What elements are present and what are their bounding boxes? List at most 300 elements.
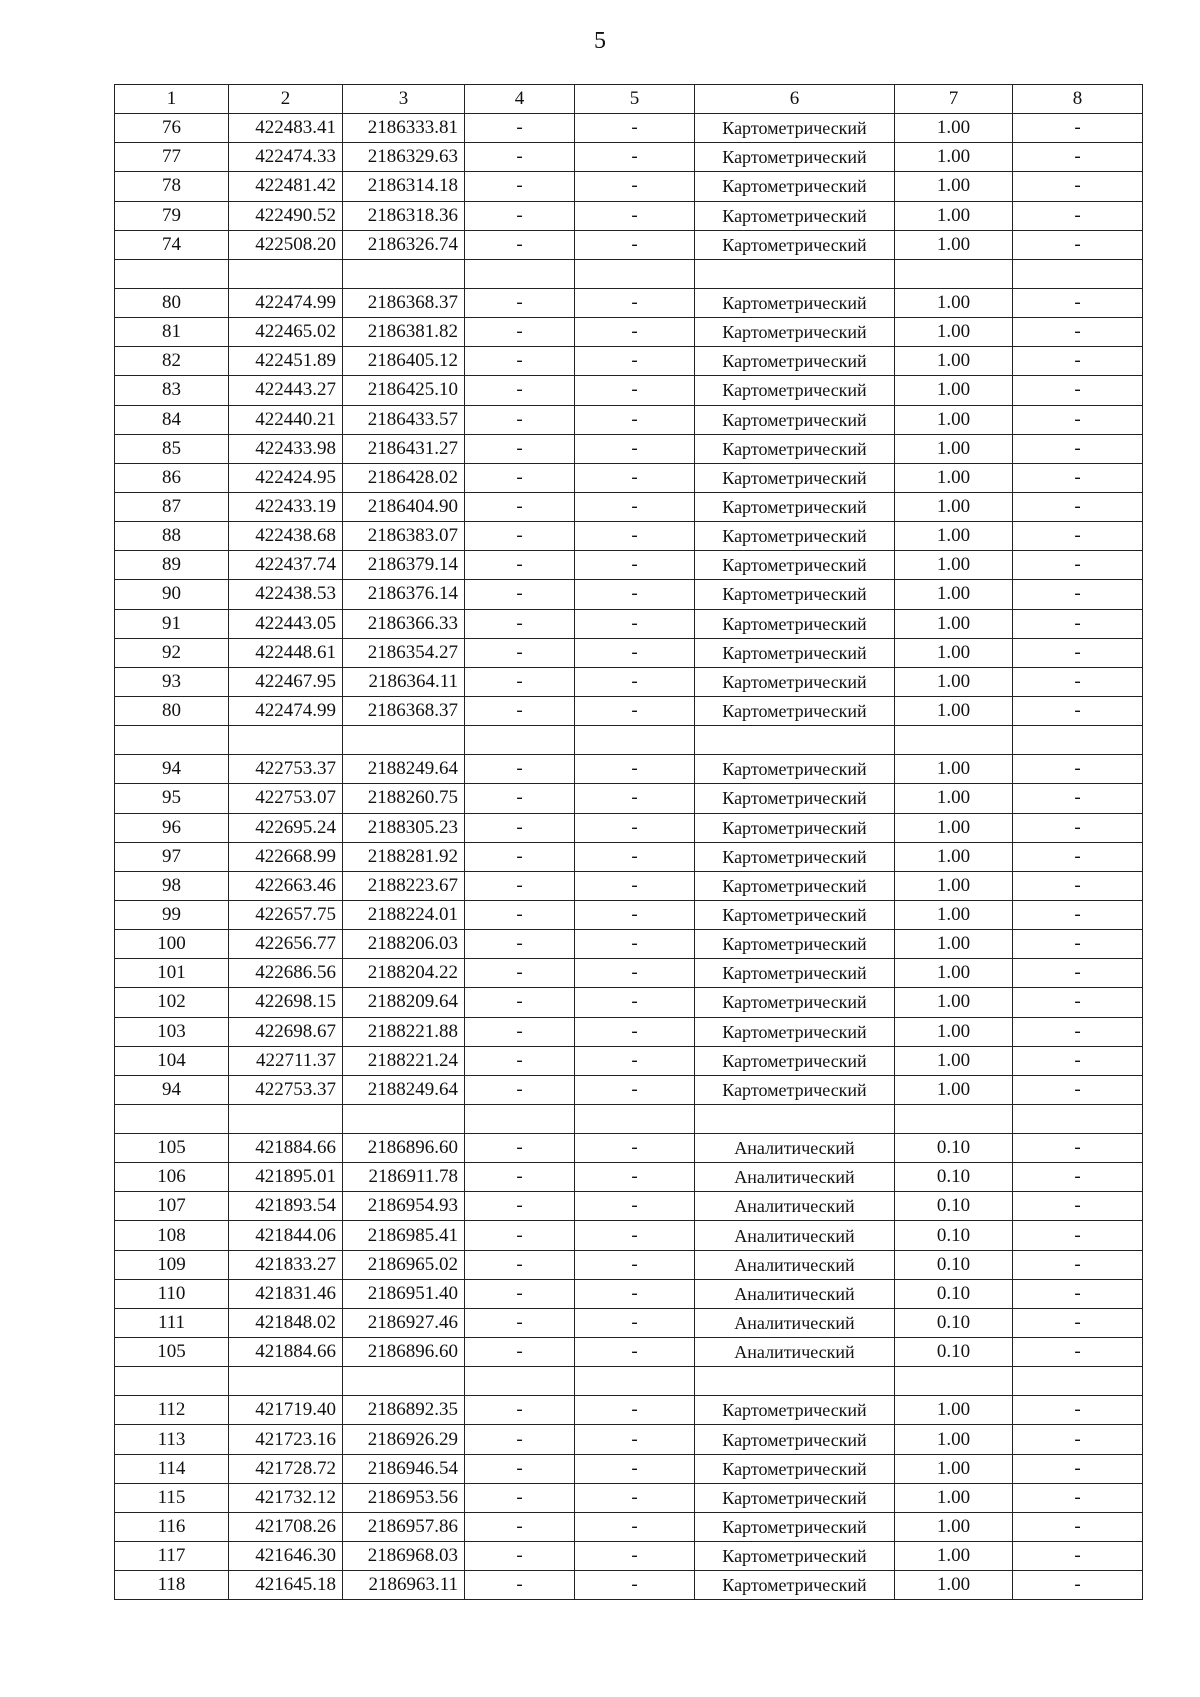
cell-col-5: - — [575, 930, 695, 959]
cell-accuracy: 1.00 — [895, 784, 1013, 813]
cell-y-coordinate: 2188223.67 — [343, 871, 465, 900]
cell-y-coordinate: 2186383.07 — [343, 522, 465, 551]
cell-method: Картометрический — [695, 1571, 895, 1600]
cell-x-coordinate: 422443.27 — [229, 376, 343, 405]
cell-accuracy: 1.00 — [895, 492, 1013, 521]
cell-x-coordinate: 422656.77 — [229, 930, 343, 959]
cell-y-coordinate: 2186896.60 — [343, 1338, 465, 1367]
cell-point-number: 103 — [115, 1017, 229, 1046]
cell-y-coordinate: 2188249.64 — [343, 755, 465, 784]
cell-point-number: 79 — [115, 201, 229, 230]
table-row — [115, 842, 1143, 871]
cell-col-4: - — [465, 580, 575, 609]
cell-point-number: 118 — [115, 1571, 229, 1600]
cell-col-4: - — [465, 1425, 575, 1454]
cell-col-4: - — [465, 492, 575, 521]
table-row — [115, 143, 1143, 172]
cell-col-4: - — [465, 813, 575, 842]
cell-accuracy: 0.10 — [895, 1338, 1013, 1367]
cell-point-number: 99 — [115, 900, 229, 929]
cell-col-5: - — [575, 201, 695, 230]
cell-col-8: - — [1013, 696, 1143, 725]
cell-col-5: - — [575, 1192, 695, 1221]
cell-col-5: - — [575, 172, 695, 201]
cell-method: Картометрический — [695, 376, 895, 405]
cell-method: Картометрический — [695, 667, 895, 696]
table-row — [115, 347, 1143, 376]
cell-col-8: - — [1013, 1425, 1143, 1454]
cell-method: Картометрический — [695, 347, 895, 376]
cell-y-coordinate: 2186968.03 — [343, 1542, 465, 1571]
cell-method: Аналитический — [695, 1250, 895, 1279]
cell-x-coordinate: 422467.95 — [229, 667, 343, 696]
table-separator-row — [115, 1367, 1143, 1396]
cell-y-coordinate: 2186957.86 — [343, 1512, 465, 1541]
table-row — [115, 1571, 1143, 1600]
cell-method: Картометрический — [695, 755, 895, 784]
cell-col-8: - — [1013, 1483, 1143, 1512]
cell-col-4: - — [465, 143, 575, 172]
cell-col-8: - — [1013, 522, 1143, 551]
cell-point-number: 85 — [115, 434, 229, 463]
table-row — [115, 959, 1143, 988]
cell-col-4: - — [465, 1192, 575, 1221]
cell-y-coordinate: 2186425.10 — [343, 376, 465, 405]
cell-point-number — [115, 726, 229, 755]
cell-col-5: - — [575, 463, 695, 492]
cell-col-4: - — [465, 1046, 575, 1075]
cell-col-5: - — [575, 696, 695, 725]
cell-y-coordinate: 2188249.64 — [343, 1075, 465, 1104]
cell-method: Картометрический — [695, 1075, 895, 1104]
cell-col-4: - — [465, 988, 575, 1017]
table-row — [115, 696, 1143, 725]
cell-y-coordinate: 2186963.11 — [343, 1571, 465, 1600]
cell-x-coordinate: 422490.52 — [229, 201, 343, 230]
cell-col-8: - — [1013, 1279, 1143, 1308]
cell-col-4: - — [465, 172, 575, 201]
table-row — [115, 1542, 1143, 1571]
cell-col-4: - — [465, 318, 575, 347]
table-row — [115, 522, 1143, 551]
cell-accuracy: 1.00 — [895, 434, 1013, 463]
cell-col-4: - — [465, 1542, 575, 1571]
cell-method: Аналитический — [695, 1134, 895, 1163]
cell-col-5: - — [575, 347, 695, 376]
cell-col-4: - — [465, 1308, 575, 1337]
cell-point-number: 87 — [115, 492, 229, 521]
cell-col-4: - — [465, 551, 575, 580]
cell-y-coordinate: 2186954.93 — [343, 1192, 465, 1221]
cell-point-number — [115, 259, 229, 288]
cell-accuracy: 1.00 — [895, 871, 1013, 900]
cell-col-5: - — [575, 1017, 695, 1046]
cell-col-5: - — [575, 114, 695, 143]
cell-y-coordinate: 2188204.22 — [343, 959, 465, 988]
cell-y-coordinate: 2186381.82 — [343, 318, 465, 347]
cell-point-number: 96 — [115, 813, 229, 842]
table-row — [115, 638, 1143, 667]
table-row — [115, 871, 1143, 900]
cell-x-coordinate: 421884.66 — [229, 1338, 343, 1367]
cell-point-number: 102 — [115, 988, 229, 1017]
table-header-row — [115, 85, 1143, 114]
cell-col-4: - — [465, 959, 575, 988]
cell-col-8: - — [1013, 1192, 1143, 1221]
cell-method: Картометрический — [695, 201, 895, 230]
cell-method: Картометрический — [695, 930, 895, 959]
table-row — [115, 288, 1143, 317]
cell-method: Картометрический — [695, 842, 895, 871]
cell-accuracy: 1.00 — [895, 347, 1013, 376]
cell-method: Аналитический — [695, 1192, 895, 1221]
cell-accuracy: 1.00 — [895, 988, 1013, 1017]
table-row — [115, 463, 1143, 492]
cell-point-number: 111 — [115, 1308, 229, 1337]
table-row — [115, 580, 1143, 609]
cell-y-coordinate: 2186985.41 — [343, 1221, 465, 1250]
cell-accuracy: 1.00 — [895, 755, 1013, 784]
cell-accuracy: 0.10 — [895, 1279, 1013, 1308]
cell-col-5: - — [575, 1542, 695, 1571]
cell-col-4: - — [465, 842, 575, 871]
cell-point-number — [115, 1104, 229, 1133]
cell-col-5: - — [575, 551, 695, 580]
cell-col-5: - — [575, 143, 695, 172]
column-header-3: 3 — [343, 85, 465, 114]
cell-x-coordinate: 421895.01 — [229, 1163, 343, 1192]
cell-col-8: - — [1013, 784, 1143, 813]
cell-x-coordinate: 422508.20 — [229, 230, 343, 259]
cell-accuracy: 0.10 — [895, 1163, 1013, 1192]
cell-point-number: 108 — [115, 1221, 229, 1250]
cell-col-8: - — [1013, 1163, 1143, 1192]
cell-x-coordinate: 421844.06 — [229, 1221, 343, 1250]
cell-method: Картометрический — [695, 784, 895, 813]
cell-point-number: 101 — [115, 959, 229, 988]
cell-col-8: - — [1013, 1512, 1143, 1541]
cell-col-5: - — [575, 1454, 695, 1483]
cell-col-5: - — [575, 1279, 695, 1308]
cell-accuracy — [895, 1104, 1013, 1133]
cell-accuracy: 1.00 — [895, 1075, 1013, 1104]
cell-col-8: - — [1013, 1046, 1143, 1075]
cell-col-4: - — [465, 1571, 575, 1600]
table-row — [115, 551, 1143, 580]
cell-y-coordinate: 2186911.78 — [343, 1163, 465, 1192]
cell-accuracy: 0.10 — [895, 1250, 1013, 1279]
cell-y-coordinate: 2186404.90 — [343, 492, 465, 521]
cell-accuracy: 1.00 — [895, 143, 1013, 172]
cell-accuracy: 1.00 — [895, 201, 1013, 230]
cell-point-number: 93 — [115, 667, 229, 696]
cell-method: Картометрический — [695, 405, 895, 434]
cell-x-coordinate: 422438.53 — [229, 580, 343, 609]
cell-accuracy: 1.00 — [895, 609, 1013, 638]
cell-col-8: - — [1013, 1250, 1143, 1279]
table-row — [115, 201, 1143, 230]
cell-accuracy: 1.00 — [895, 900, 1013, 929]
cell-accuracy: 1.00 — [895, 405, 1013, 434]
cell-col-4: - — [465, 638, 575, 667]
cell-col-8: - — [1013, 347, 1143, 376]
table-row — [115, 1396, 1143, 1425]
cell-col-5 — [575, 1104, 695, 1133]
cell-col-4: - — [465, 696, 575, 725]
table-row — [115, 376, 1143, 405]
cell-x-coordinate: 421848.02 — [229, 1308, 343, 1337]
column-header-6: 6 — [695, 85, 895, 114]
cell-y-coordinate: 2186368.37 — [343, 288, 465, 317]
cell-y-coordinate: 2186364.11 — [343, 667, 465, 696]
cell-method: Картометрический — [695, 580, 895, 609]
column-header-4: 4 — [465, 85, 575, 114]
table-row — [115, 988, 1143, 1017]
cell-x-coordinate: 422465.02 — [229, 318, 343, 347]
cell-col-5: - — [575, 376, 695, 405]
cell-col-4: - — [465, 288, 575, 317]
cell-col-5 — [575, 1367, 695, 1396]
cell-col-8: - — [1013, 609, 1143, 638]
cell-accuracy: 1.00 — [895, 1542, 1013, 1571]
cell-point-number: 110 — [115, 1279, 229, 1308]
cell-point-number: 95 — [115, 784, 229, 813]
cell-point-number: 90 — [115, 580, 229, 609]
cell-y-coordinate: 2188209.64 — [343, 988, 465, 1017]
cell-y-coordinate: 2186953.56 — [343, 1483, 465, 1512]
cell-point-number: 115 — [115, 1483, 229, 1512]
cell-y-coordinate: 2188224.01 — [343, 900, 465, 929]
cell-method: Картометрический — [695, 1046, 895, 1075]
cell-accuracy: 1.00 — [895, 376, 1013, 405]
cell-x-coordinate: 422440.21 — [229, 405, 343, 434]
cell-point-number: 94 — [115, 1075, 229, 1104]
cell-col-4 — [465, 1104, 575, 1133]
cell-y-coordinate: 2186318.36 — [343, 201, 465, 230]
cell-col-5: - — [575, 988, 695, 1017]
cell-point-number: 97 — [115, 842, 229, 871]
cell-x-coordinate: 421719.40 — [229, 1396, 343, 1425]
cell-col-5 — [575, 259, 695, 288]
cell-accuracy: 0.10 — [895, 1308, 1013, 1337]
table-row — [115, 1250, 1143, 1279]
cell-method: Картометрический — [695, 988, 895, 1017]
column-header-8: 8 — [1013, 85, 1143, 114]
cell-method: Картометрический — [695, 813, 895, 842]
cell-col-4: - — [465, 1279, 575, 1308]
cell-col-5: - — [575, 1046, 695, 1075]
cell-x-coordinate: 422668.99 — [229, 842, 343, 871]
cell-col-4: - — [465, 1134, 575, 1163]
cell-point-number: 106 — [115, 1163, 229, 1192]
table-row — [115, 609, 1143, 638]
cell-col-4: - — [465, 201, 575, 230]
cell-col-5: - — [575, 667, 695, 696]
cell-point-number: 114 — [115, 1454, 229, 1483]
cell-y-coordinate — [343, 259, 465, 288]
cell-point-number: 81 — [115, 318, 229, 347]
cell-method: Картометрический — [695, 492, 895, 521]
table-row — [115, 405, 1143, 434]
cell-y-coordinate: 2186431.27 — [343, 434, 465, 463]
cell-accuracy: 0.10 — [895, 1134, 1013, 1163]
cell-point-number: 107 — [115, 1192, 229, 1221]
cell-accuracy: 1.00 — [895, 230, 1013, 259]
cell-col-5: - — [575, 1512, 695, 1541]
cell-col-8: - — [1013, 114, 1143, 143]
cell-col-5: - — [575, 1075, 695, 1104]
table-row — [115, 318, 1143, 347]
cell-col-4 — [465, 726, 575, 755]
cell-accuracy: 1.00 — [895, 318, 1013, 347]
table-row — [115, 1017, 1143, 1046]
cell-method: Картометрический — [695, 1454, 895, 1483]
cell-x-coordinate: 422437.74 — [229, 551, 343, 580]
cell-col-8: - — [1013, 1396, 1143, 1425]
cell-point-number: 86 — [115, 463, 229, 492]
cell-col-5: - — [575, 1163, 695, 1192]
cell-method: Картометрический — [695, 1017, 895, 1046]
cell-col-4: - — [465, 930, 575, 959]
cell-col-8: - — [1013, 900, 1143, 929]
cell-col-4: - — [465, 1163, 575, 1192]
cell-accuracy: 1.00 — [895, 172, 1013, 201]
cell-col-5: - — [575, 1571, 695, 1600]
cell-method: Аналитический — [695, 1338, 895, 1367]
cell-col-4: - — [465, 667, 575, 696]
cell-method: Картометрический — [695, 959, 895, 988]
cell-col-5: - — [575, 1134, 695, 1163]
cell-x-coordinate: 422433.19 — [229, 492, 343, 521]
cell-col-4: - — [465, 1017, 575, 1046]
cell-x-coordinate: 421645.18 — [229, 1571, 343, 1600]
cell-method — [695, 1367, 895, 1396]
cell-point-number: 78 — [115, 172, 229, 201]
cell-y-coordinate: 2186376.14 — [343, 580, 465, 609]
cell-y-coordinate: 2186329.63 — [343, 143, 465, 172]
table-row — [115, 1308, 1143, 1337]
cell-method: Картометрический — [695, 463, 895, 492]
cell-col-4: - — [465, 405, 575, 434]
cell-col-4: - — [465, 900, 575, 929]
cell-x-coordinate: 422753.07 — [229, 784, 343, 813]
cell-col-5: - — [575, 288, 695, 317]
cell-x-coordinate: 422424.95 — [229, 463, 343, 492]
cell-col-8: - — [1013, 1017, 1143, 1046]
cell-col-8: - — [1013, 1075, 1143, 1104]
cell-point-number: 89 — [115, 551, 229, 580]
cell-col-5: - — [575, 522, 695, 551]
cell-col-8 — [1013, 726, 1143, 755]
cell-col-5 — [575, 726, 695, 755]
table-row — [115, 784, 1143, 813]
cell-point-number: 84 — [115, 405, 229, 434]
cell-col-8: - — [1013, 1571, 1143, 1600]
cell-y-coordinate: 2186896.60 — [343, 1134, 465, 1163]
cell-method: Картометрический — [695, 1542, 895, 1571]
cell-accuracy: 1.00 — [895, 1396, 1013, 1425]
cell-col-4: - — [465, 1075, 575, 1104]
cell-method: Картометрический — [695, 1396, 895, 1425]
cell-y-coordinate: 2186892.35 — [343, 1396, 465, 1425]
cell-y-coordinate: 2188281.92 — [343, 842, 465, 871]
cell-y-coordinate: 2186366.33 — [343, 609, 465, 638]
table-separator-row — [115, 259, 1143, 288]
cell-y-coordinate: 2188221.24 — [343, 1046, 465, 1075]
cell-x-coordinate: 422657.75 — [229, 900, 343, 929]
cell-x-coordinate: 421708.26 — [229, 1512, 343, 1541]
cell-col-8: - — [1013, 1338, 1143, 1367]
cell-y-coordinate: 2186951.40 — [343, 1279, 465, 1308]
cell-col-4: - — [465, 755, 575, 784]
cell-method: Аналитический — [695, 1163, 895, 1192]
cell-y-coordinate: 2186965.02 — [343, 1250, 465, 1279]
cell-point-number: 104 — [115, 1046, 229, 1075]
cell-accuracy: 1.00 — [895, 1571, 1013, 1600]
cell-x-coordinate: 422474.99 — [229, 288, 343, 317]
cell-point-number: 100 — [115, 930, 229, 959]
cell-method: Картометрический — [695, 1512, 895, 1541]
cell-accuracy: 1.00 — [895, 551, 1013, 580]
cell-x-coordinate: 422433.98 — [229, 434, 343, 463]
cell-method — [695, 726, 895, 755]
cell-x-coordinate: 422753.37 — [229, 1075, 343, 1104]
cell-y-coordinate: 2186368.37 — [343, 696, 465, 725]
table-row — [115, 1134, 1143, 1163]
cell-col-8: - — [1013, 463, 1143, 492]
cell-accuracy: 1.00 — [895, 696, 1013, 725]
cell-accuracy — [895, 1367, 1013, 1396]
table-row — [115, 1454, 1143, 1483]
cell-point-number: 105 — [115, 1338, 229, 1367]
cell-x-coordinate: 421732.12 — [229, 1483, 343, 1512]
cell-method: Картометрический — [695, 172, 895, 201]
cell-method — [695, 259, 895, 288]
cell-method: Картометрический — [695, 871, 895, 900]
table-row — [115, 492, 1143, 521]
cell-accuracy: 1.00 — [895, 1512, 1013, 1541]
cell-y-coordinate: 2188206.03 — [343, 930, 465, 959]
cell-x-coordinate — [229, 259, 343, 288]
cell-col-8 — [1013, 259, 1143, 288]
cell-col-5: - — [575, 1221, 695, 1250]
cell-x-coordinate: 422698.15 — [229, 988, 343, 1017]
cell-x-coordinate: 422698.67 — [229, 1017, 343, 1046]
cell-x-coordinate: 422686.56 — [229, 959, 343, 988]
cell-y-coordinate: 2186428.02 — [343, 463, 465, 492]
table-row — [115, 755, 1143, 784]
cell-x-coordinate: 422711.37 — [229, 1046, 343, 1075]
cell-x-coordinate: 422663.46 — [229, 871, 343, 900]
cell-x-coordinate: 421723.16 — [229, 1425, 343, 1454]
cell-point-number: 91 — [115, 609, 229, 638]
cell-col-8: - — [1013, 230, 1143, 259]
cell-method: Картометрический — [695, 230, 895, 259]
cell-col-4: - — [465, 1396, 575, 1425]
cell-point-number: 94 — [115, 755, 229, 784]
cell-accuracy: 1.00 — [895, 1483, 1013, 1512]
table-row — [115, 930, 1143, 959]
cell-x-coordinate — [229, 1367, 343, 1396]
cell-accuracy — [895, 726, 1013, 755]
cell-x-coordinate: 421833.27 — [229, 1250, 343, 1279]
cell-point-number: 92 — [115, 638, 229, 667]
cell-x-coordinate: 421646.30 — [229, 1542, 343, 1571]
table-row — [115, 1425, 1143, 1454]
cell-col-8: - — [1013, 434, 1143, 463]
cell-point-number: 116 — [115, 1512, 229, 1541]
cell-col-8: - — [1013, 842, 1143, 871]
